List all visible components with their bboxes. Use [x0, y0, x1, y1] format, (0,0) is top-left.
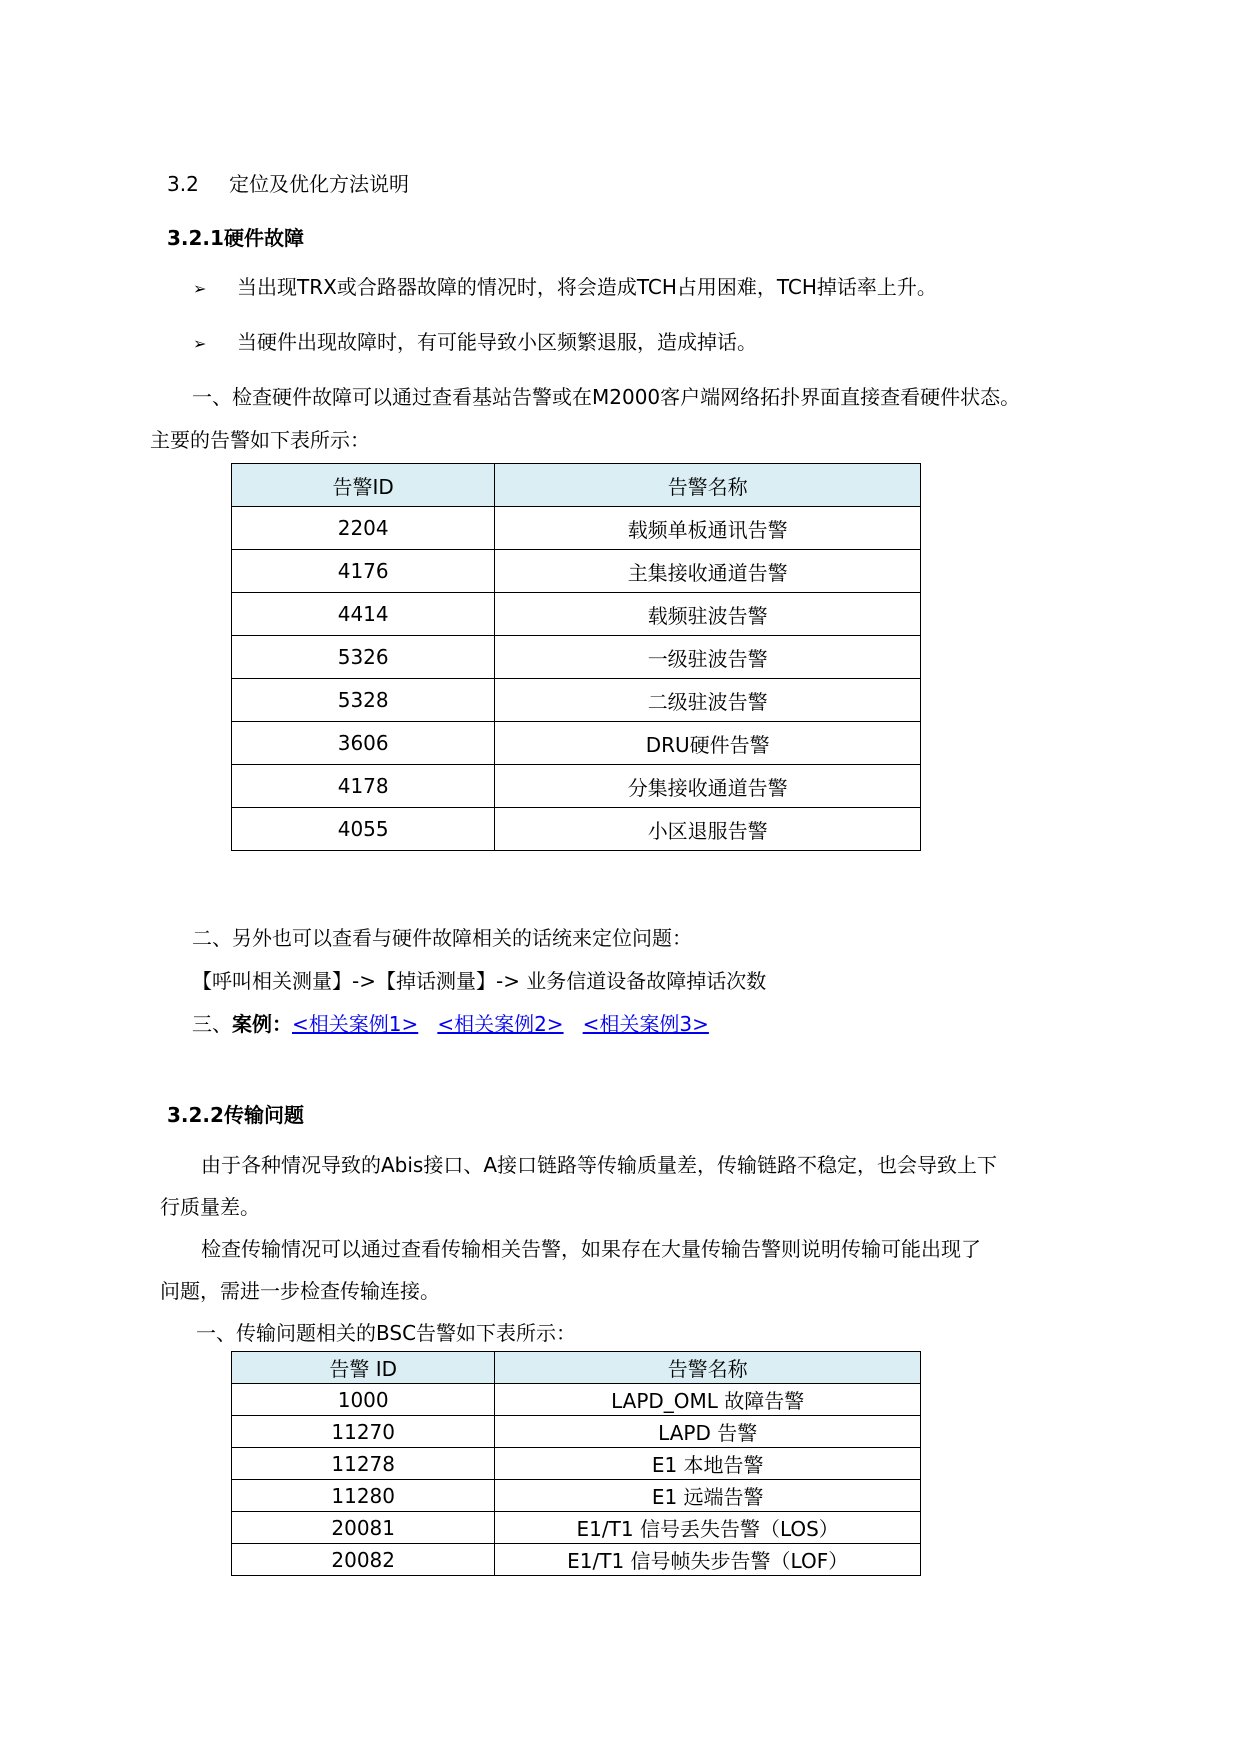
alarm-name-cell: LAPD 告警 — [495, 1416, 921, 1448]
alarm-name-cell: 二级驻波告警 — [495, 679, 921, 722]
table-row — [232, 1544, 921, 1576]
alarm-name-cell: 分集接收通道告警 — [495, 765, 921, 808]
alarm-id-cell: 4414 — [232, 593, 495, 636]
alarm-id-cell: 20081 — [232, 1512, 495, 1544]
table-row — [232, 593, 921, 636]
case-label: 案例： — [232, 1012, 292, 1036]
alarm-id-cell: 20082 — [232, 1544, 495, 1576]
alarm-name-cell: 主集接收通道告警 — [495, 550, 921, 593]
table-header-row — [232, 1352, 921, 1384]
paragraph-line: 一、传输问题相关的BSC告警如下表所示： — [196, 1321, 577, 1345]
kpi-path: 【呼叫相关测量】->【掉话测量】-> 业务信道设备故障掉话次数 — [192, 969, 767, 993]
paragraph-line: 行质量差。 — [160, 1195, 260, 1219]
case-links-line — [192, 1008, 709, 1037]
table-row — [232, 765, 921, 808]
alarm-id-cell: 1000 — [232, 1384, 495, 1416]
table-row — [232, 808, 921, 851]
alarm-id-cell: 4178 — [232, 765, 495, 808]
hardware-fault-heading: 3.2.1硬件故障 — [167, 226, 304, 250]
section-heading — [167, 168, 409, 197]
alarm-name-cell: 一级驻波告警 — [495, 636, 921, 679]
alarm-name-cell: 载频驻波告警 — [495, 593, 921, 636]
transmission-alarm-table — [231, 1351, 921, 1576]
table-header-row — [232, 464, 921, 507]
bullet-item — [193, 271, 937, 300]
alarm-id-cell: 11280 — [232, 1480, 495, 1512]
arrow-bullet-icon: ➢ — [193, 279, 207, 298]
table-row — [232, 1480, 921, 1512]
bullet-item — [193, 326, 757, 355]
alarm-name-cell: E1/T1 信号丢失告警（LOS） — [495, 1512, 921, 1544]
column-header-alarm-name: 告警名称 — [495, 1352, 921, 1384]
case-link-1[interactable]: <相关案例1> — [292, 1012, 419, 1036]
paragraph-line: 由于各种情况导致的Abis接口、A接口链路等传输质量差，传输链路不稳定，也会导致上下 — [201, 1153, 998, 1177]
paragraph-line: 一、检查硬件故障可以通过查看基站告警或在M2000客户端网络拓扑界面直接查看硬件状态。 — [192, 385, 1021, 409]
table-row — [232, 722, 921, 765]
transmission-heading: 3.2.2传输问题 — [167, 1103, 304, 1127]
alarm-id-cell: 4055 — [232, 808, 495, 851]
column-header-alarm-id: 告警 ID — [232, 1352, 495, 1384]
alarm-id-cell: 11278 — [232, 1448, 495, 1480]
alarm-name-cell: E1 远端告警 — [495, 1480, 921, 1512]
paragraph-line: 二、另外也可以查看与硬件故障相关的话统来定位问题： — [192, 926, 692, 950]
arrow-bullet-icon: ➢ — [193, 334, 207, 353]
bullet-text: 当出现TRX或合路器故障的情况时，将会造成TCH占用困难，TCH掉话率上升。 — [237, 275, 937, 299]
paragraph-line: 检查传输情况可以通过查看传输相关告警，如果存在大量传输告警则说明传输可能出现了 — [201, 1237, 981, 1261]
paragraph-line: 主要的告警如下表所示： — [150, 428, 370, 452]
alarm-name-cell: E1/T1 信号帧失步告警（LOF） — [495, 1544, 921, 1576]
table-row — [232, 1448, 921, 1480]
table-row — [232, 679, 921, 722]
case-prefix: 三、 — [192, 1012, 232, 1036]
case-link-3[interactable]: <相关案例3> — [582, 1012, 709, 1036]
table-row — [232, 1384, 921, 1416]
alarm-id-cell: 5328 — [232, 679, 495, 722]
alarm-id-cell: 4176 — [232, 550, 495, 593]
section-number: 3.2 — [167, 172, 199, 196]
bullet-text: 当硬件出现故障时，有可能导致小区频繁退服，造成掉话。 — [237, 330, 757, 354]
table-row — [232, 550, 921, 593]
alarm-name-cell: E1 本地告警 — [495, 1448, 921, 1480]
alarm-name-cell: 小区退服告警 — [495, 808, 921, 851]
section-title: 定位及优化方法说明 — [229, 172, 409, 196]
alarm-id-cell: 2204 — [232, 507, 495, 550]
table-row — [232, 507, 921, 550]
paragraph-line: 问题，需进一步检查传输连接。 — [160, 1279, 440, 1303]
alarm-name-cell: DRU硬件告警 — [495, 722, 921, 765]
table-row — [232, 1416, 921, 1448]
hardware-alarm-table — [231, 463, 921, 851]
case-link-2[interactable]: <相关案例2> — [437, 1012, 564, 1036]
table-row — [232, 1512, 921, 1544]
column-header-alarm-id: 告警ID — [232, 464, 495, 507]
alarm-name-cell: LAPD_OML 故障告警 — [495, 1384, 921, 1416]
alarm-id-cell: 3606 — [232, 722, 495, 765]
column-header-alarm-name: 告警名称 — [495, 464, 921, 507]
alarm-id-cell: 11270 — [232, 1416, 495, 1448]
table-row — [232, 636, 921, 679]
alarm-name-cell: 载频单板通讯告警 — [495, 507, 921, 550]
alarm-id-cell: 5326 — [232, 636, 495, 679]
